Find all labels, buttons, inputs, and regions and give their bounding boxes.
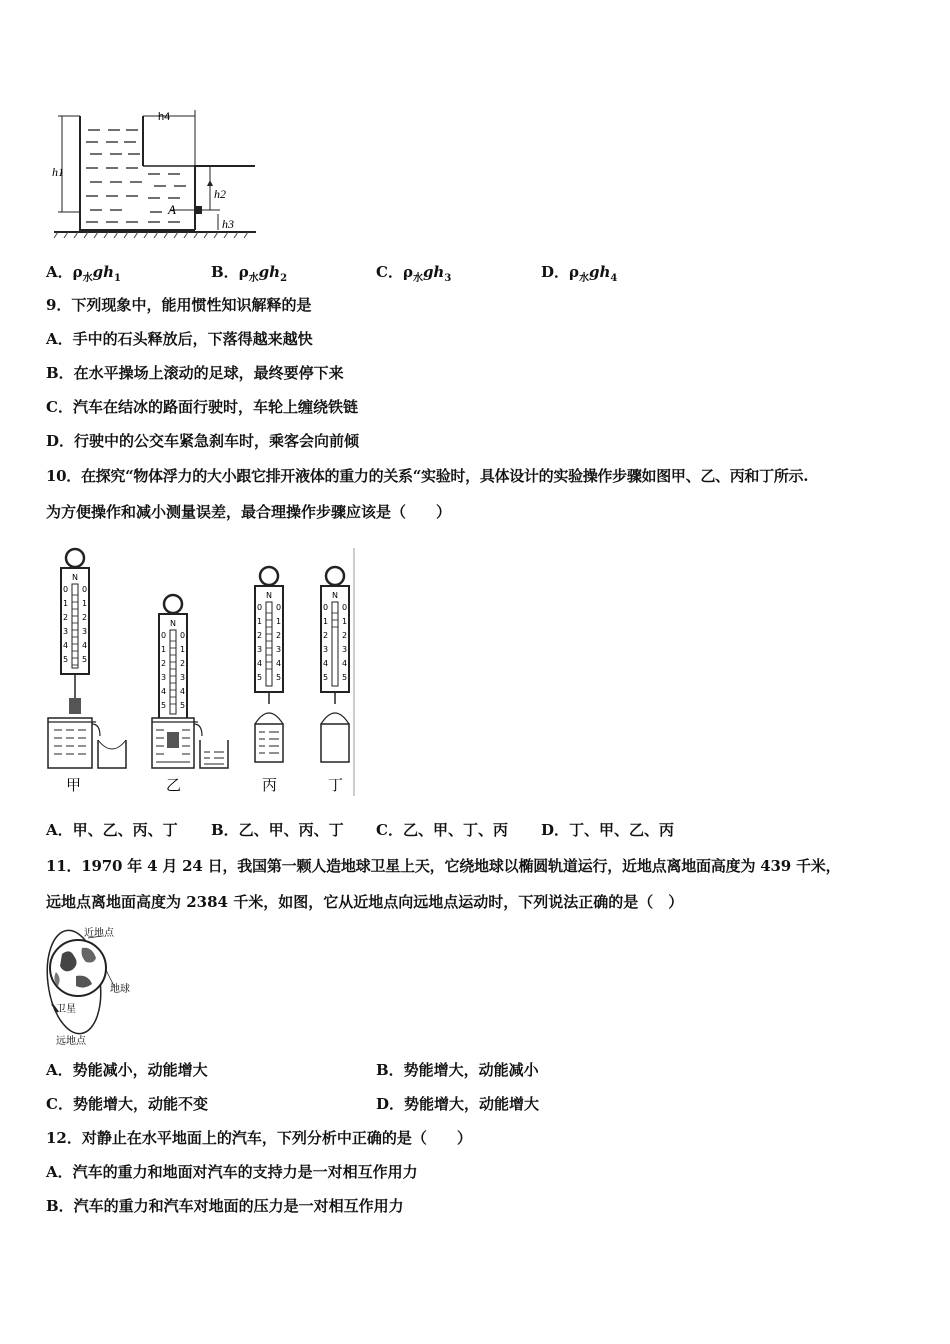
svg-text:4: 4 bbox=[180, 687, 186, 696]
svg-text:3: 3 bbox=[180, 673, 186, 682]
q12-option-b[interactable]: B．汽车的重力和汽车对地面的压力是一对相互作用力 bbox=[46, 1197, 404, 1215]
svg-text:3: 3 bbox=[342, 645, 348, 654]
svg-text:2: 2 bbox=[161, 659, 167, 668]
svg-text:3: 3 bbox=[323, 645, 329, 654]
q8-option-d[interactable]: D．$\rho_水gh_4$ bbox=[541, 263, 618, 284]
svg-text:0: 0 bbox=[342, 603, 348, 612]
svg-text:N: N bbox=[170, 619, 176, 628]
scale-jia bbox=[61, 549, 89, 714]
svg-text:2: 2 bbox=[63, 613, 69, 622]
scale-ding bbox=[321, 567, 349, 762]
svg-text:5: 5 bbox=[82, 655, 88, 664]
h1-label: h1 bbox=[52, 165, 64, 179]
svg-text:4: 4 bbox=[342, 659, 348, 668]
svg-text:3: 3 bbox=[276, 645, 282, 654]
q10-stem-line2: 为方便操作和减小测量误差，最合理操作步骤应该是（ ） bbox=[46, 503, 452, 521]
svg-text:0: 0 bbox=[180, 631, 186, 640]
svg-text:1: 1 bbox=[276, 617, 282, 626]
svg-text:0: 0 bbox=[161, 631, 167, 640]
q8-option-b[interactable]: B．$\rho_水gh_2$ bbox=[211, 263, 288, 284]
q12-option-a[interactable]: A．汽车的重力和地面对汽车的支持力是一对相互作用力 bbox=[46, 1163, 418, 1181]
svg-text:0: 0 bbox=[276, 603, 282, 612]
svg-text:2: 2 bbox=[323, 631, 329, 640]
svg-text:5: 5 bbox=[180, 701, 186, 710]
q8-option-c[interactable]: C．$\rho_水gh_3$ bbox=[376, 263, 452, 284]
svg-text:N: N bbox=[72, 573, 78, 582]
svg-text:5: 5 bbox=[257, 673, 263, 682]
svg-text:5: 5 bbox=[63, 655, 69, 664]
q11-stem-line2: 远地点离地面高度为 2384 千米，如图，它从近地点向远地点运动时，下列说法正确的是（ ） bbox=[46, 893, 684, 911]
q10-option-c[interactable]: C．乙、甲、丁、丙 bbox=[376, 821, 508, 839]
svg-text:2: 2 bbox=[180, 659, 186, 668]
svg-text:5: 5 bbox=[161, 701, 167, 710]
q10-option-a[interactable]: A．甲、乙、丙、丁 bbox=[46, 821, 178, 839]
q12-stem: 12．对静止在水平地面上的汽车，下列分析中正确的是（ ） bbox=[46, 1129, 472, 1147]
svg-text:1: 1 bbox=[257, 617, 263, 626]
svg-text:4: 4 bbox=[82, 641, 88, 650]
svg-text:N: N bbox=[332, 591, 338, 600]
svg-text:0: 0 bbox=[323, 603, 329, 612]
svg-text:N: N bbox=[266, 591, 272, 600]
svg-text:4: 4 bbox=[161, 687, 167, 696]
q9-option-a[interactable]: A．手中的石头释放后，下落得越来越快 bbox=[46, 330, 313, 348]
svg-text:1: 1 bbox=[161, 645, 167, 654]
q11-option-b[interactable]: B．势能增大，动能减小 bbox=[376, 1061, 539, 1079]
svg-text:0: 0 bbox=[257, 603, 263, 612]
h3-label: h3 bbox=[222, 217, 234, 231]
q9-option-d[interactable]: D．行驶中的公交车紧急刹车时，乘客会向前倾 bbox=[46, 432, 360, 450]
q11-option-d[interactable]: D．势能增大，动能增大 bbox=[376, 1095, 540, 1113]
svg-text:0: 0 bbox=[63, 585, 69, 594]
near-point-label: 近地点 bbox=[84, 928, 114, 939]
svg-text:2: 2 bbox=[276, 631, 282, 640]
orbit-figure bbox=[44, 924, 144, 1048]
svg-text:1: 1 bbox=[342, 617, 348, 626]
svg-text:1: 1 bbox=[63, 599, 69, 608]
q9-stem: 9．下列现象中，能用惯性知识解释的是 bbox=[46, 296, 312, 314]
svg-text:1: 1 bbox=[323, 617, 329, 626]
spring-scale-figure bbox=[44, 546, 358, 800]
svg-text:1: 1 bbox=[82, 599, 88, 608]
far-point-label: 远地点 bbox=[56, 1036, 86, 1047]
scale-yi bbox=[159, 595, 187, 730]
svg-text:5: 5 bbox=[276, 673, 282, 682]
q11-option-a[interactable]: A．势能减小，动能增大 bbox=[46, 1061, 208, 1079]
beaker-jia bbox=[48, 718, 126, 768]
fig-label-yi: 乙 bbox=[166, 776, 182, 794]
svg-text:4: 4 bbox=[323, 659, 329, 668]
fig-label-ding: 丁 bbox=[328, 776, 344, 794]
svg-text:3: 3 bbox=[161, 673, 167, 682]
fig-label-jia: 甲 bbox=[66, 776, 82, 794]
q10-option-d[interactable]: D．丁、甲、乙、丙 bbox=[541, 821, 675, 839]
q9-option-c[interactable]: C．汽车在结冰的路面行驶时，车轮上缠绕铁链 bbox=[46, 398, 358, 416]
svg-text:3: 3 bbox=[63, 627, 69, 636]
h4-label: h4 bbox=[158, 111, 171, 123]
svg-text:3: 3 bbox=[257, 645, 263, 654]
svg-text:2: 2 bbox=[342, 631, 348, 640]
satellite-label: 卫星 bbox=[56, 1004, 76, 1015]
q11-option-c[interactable]: C．势能增大，动能不变 bbox=[46, 1095, 208, 1113]
q11-stem-line1: 11．1970 年 4 月 24 日，我国第一颗人造地球卫星上天，它绕地球以椭圆轨道运行，近地点离地面高度为 439 千米， bbox=[46, 857, 841, 875]
q8-option-a[interactable]: A．$\rho_水gh_1$ bbox=[46, 263, 121, 284]
svg-text:2: 2 bbox=[82, 613, 88, 622]
q10-stem-line1: 10．在探究“物体浮力的大小跟它排开液体的重力的关系“实验时，具体设计的实验操作步骤如图甲、乙、丙和丁所示. bbox=[46, 467, 809, 485]
fig-label-bing: 丙 bbox=[262, 776, 278, 794]
svg-text:1: 1 bbox=[180, 645, 186, 654]
svg-text:0: 0 bbox=[82, 585, 88, 594]
h2-label: h2 bbox=[214, 187, 226, 201]
svg-text:4: 4 bbox=[63, 641, 69, 650]
svg-text:2: 2 bbox=[257, 631, 263, 640]
point-a-label: A bbox=[168, 202, 176, 217]
beaker-yi bbox=[152, 718, 228, 768]
svg-text:4: 4 bbox=[257, 659, 263, 668]
q10-option-b[interactable]: B．乙、甲、丙、丁 bbox=[211, 821, 344, 839]
q9-option-b[interactable]: B．在水平操场上滚动的足球，最终要停下来 bbox=[46, 364, 344, 382]
svg-text:5: 5 bbox=[342, 673, 348, 682]
svg-text:5: 5 bbox=[323, 673, 329, 682]
svg-text:4: 4 bbox=[276, 659, 282, 668]
container-figure bbox=[50, 108, 260, 240]
earth-label: 地球 bbox=[110, 984, 130, 995]
svg-text:3: 3 bbox=[82, 627, 88, 636]
scale-bing bbox=[255, 567, 283, 762]
